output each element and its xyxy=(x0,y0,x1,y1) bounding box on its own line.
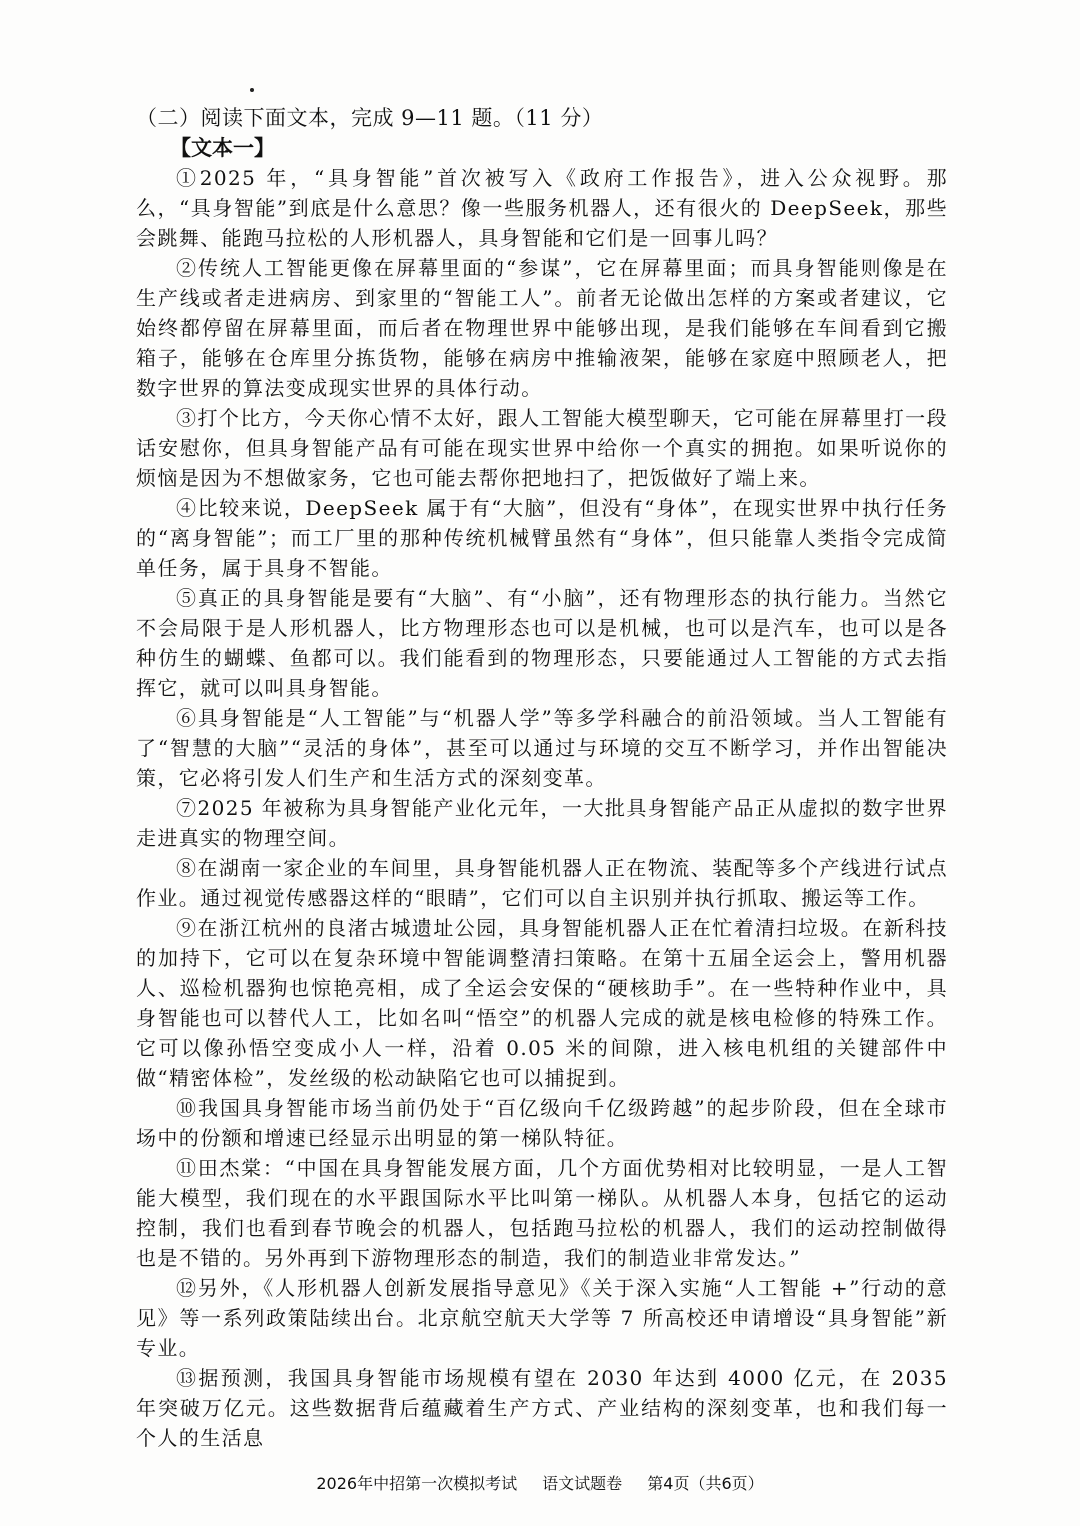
paragraph-6: ⑥具身智能是“人工智能”与“机器人学”等多学科融合的前沿领域。当人工智能有了“智慧的大脑”“灵活的身体”，甚至可以通过与环境的交互不断学习，并作出智能决策，它必将引发人们生产和生活方式的深刻变革。 xyxy=(136,706,948,790)
page-number: 第4页（共6页） xyxy=(647,1474,764,1493)
exam-title: 2026年中招第一次模拟考试 xyxy=(316,1474,518,1493)
paragraph-9: ⑨在浙江杭州的良渚古城遗址公园，具身智能机器人正在忙着清扫垃圾。在新科技的加持下，它可以在复杂环境中智能调整清扫策略。在第十五届全运会上，警用机器人、巡检机器狗也惊艳亮相，成了全运会安保的“硬核助手”。在一些特种作业中，具身智能也可以替代人工，比如名叫“悟空”的机器人完成的就是核电检修的特殊工作。它可以像孙悟空变成小人一样，沿着 0.05 米的间隙，进入核电机组的关键部件中做“精密体检”，发丝级的松动缺陷它也可以捕捉到。 xyxy=(136,916,948,1090)
paragraph-13: ⑬据预测，我国具身智能市场规模有望在 2030 年达到 4000 亿元，在 2035 年突破万亿元。这些数据背后蕴藏着生产方式、产业结构的深刻变革，也和我们每一个人的生活息 xyxy=(136,1366,948,1450)
paragraph-2: ②传统人工智能更像在屏幕里面的“参谋”，它在屏幕里面；而具身智能则像是在生产线或者走进病房、到家里的“智能工人”。前者无论做出怎样的方案或者建议，它始终都停留在屏幕里面，而后者在物理世界中能够出现，是我们能够在车间看到它搬箱子，能够在仓库里分拣货物，能够在病房中推输液架，能够在家庭中照顾老人，把数字世界的算法变成现实世界的具体行动。 xyxy=(136,256,948,400)
paragraph-12: ⑫另外，《人形机器人创新发展指导意见》《关于深入实施“人工智能 +”行动的意见》等一系列政策陆续出台。北京航空航天大学等 7 所高校还申请增设“具身智能”新专业。 xyxy=(136,1276,948,1360)
reading-passage xyxy=(136,103,948,1453)
paragraph-10: ⑩我国具身智能市场当前仍处于“百亿级向千亿级跨越”的起步阶段，但在全球市场中的份额和增速已经显示出明显的第一梯队特征。 xyxy=(136,1096,948,1150)
paragraph-1: ①2025 年，“具身智能”首次被写入《政府工作报告》，进入公众视野。那么，“具身智能”到底是什么意思？像一些服务机器人，还有很火的 DeepSeek，那些会跳舞、能跑马拉松的人形机器人，具身智能和它们是一回事儿吗？ xyxy=(136,166,948,250)
paragraph-3: ③打个比方，今天你心情不太好，跟人工智能大模型聊天，它可能在屏幕里打一段话安慰你，但具身智能产品有可能在现实世界中给你一个真实的拥抱。如果听说你的烦恼是因为不想做家务，它也可能去帮你把地扫了，把饭做好了端上来。 xyxy=(136,406,948,490)
page-footer xyxy=(0,1473,1080,1495)
section-heading: （二）阅读下面文本，完成 9—11 题。（11 分） xyxy=(136,106,604,130)
text-one-label: 【文本一】 xyxy=(170,135,275,160)
print-speck xyxy=(250,88,254,92)
paragraph-7: ⑦2025 年被称为具身智能产业化元年，一大批具身智能产品正从虚拟的数字世界走进真实的物理空间。 xyxy=(136,796,948,850)
subject-title: 语文试题卷 xyxy=(542,1474,623,1493)
paragraph-4: ④比较来说，DeepSeek 属于有“大脑”，但没有“身体”，在现实世界中执行任务的“离身智能”；而工厂里的那种传统机械臂虽然有“身体”，但只能靠人类指令完成简单任务，属于具身不智能。 xyxy=(136,496,948,580)
paragraph-8: ⑧在湖南一家企业的车间里，具身智能机器人正在物流、装配等多个产线进行试点作业。通过视觉传感器这样的“眼睛”，它们可以自主识别并执行抓取、搬运等工作。 xyxy=(136,856,948,910)
paragraph-5: ⑤真正的具身智能是要有“大脑”、有“小脑”，还有物理形态的执行能力。当然它不会局限于是人形机器人，比方物理形态也可以是机械，也可以是汽车，也可以是各种仿生的蝴蝶、鱼都可以。我们能看到的物理形态，只要能通过人工智能的方式去指挥它，就可以叫具身智能。 xyxy=(136,586,948,700)
paragraph-11: ⑪田杰棠：“中国在具身智能发展方面，几个方面优势相对比较明显，一是人工智能大模型，我们现在的水平跟国际水平比叫第一梯队。从机器人本身，包括它的运动控制，我们也看到春节晚会的机器人，包括跑马拉松的机器人，我们的运动控制做得也是不错的。另外再到下游物理形态的制造，我们的制造业非常发达。” xyxy=(136,1156,948,1270)
